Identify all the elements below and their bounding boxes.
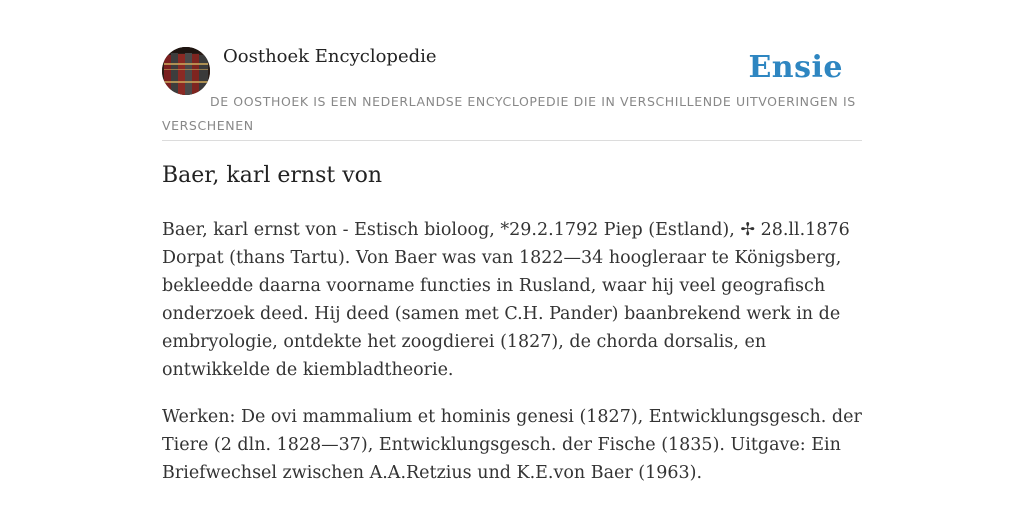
site-title[interactable]: Oosthoek Encyclopedie [223,46,437,67]
brand-logo[interactable]: Ensie [748,50,843,85]
page-container [162,0,862,483]
article-title: Baer, karl ernst von [162,163,383,188]
article-paragraph: Baer, karl ernst von - Estisch bioloog, *29.2.1792 Piep (Estland), ✢ 28.ll.1876 Dorpat (thans Tartu). Von Baer was van 1822—34 hoogleraar te Königsberg, bekleedde daarna voorname functies in Rusland, waar hij veel geografisch onderzoek deed. Hij deed (samen met C.H. Pander) baanbrekend werk in de embryologie, ontdekte het zoogdierei (1827), de chorda dorsalis, en ontwikkelde de kiembladtheorie. [162,220,850,380]
books-icon [162,47,210,95]
site-tagline: DE OOSTHOEK IS EEN NEDERLANDSE ENCYCLOPEDIE DIE IN VERSCHILLENDE UITVOERINGEN IS VERSCHENEN [162,94,856,133]
encyclopedia-avatar-icon[interactable] [162,47,210,95]
article-paragraph: Werken: De ovi mammalium et hominis genesi (1827), Entwicklungsgesch. der Tiere (2 dln. 1828—37), Entwicklungsgesch. der Fische (1835). Uitgave: Ein Briefwechsel zwischen A.A.Retzius und K.E.von Baer (1963). [162,407,862,483]
site-header [162,0,862,141]
article-body [162,216,862,506]
